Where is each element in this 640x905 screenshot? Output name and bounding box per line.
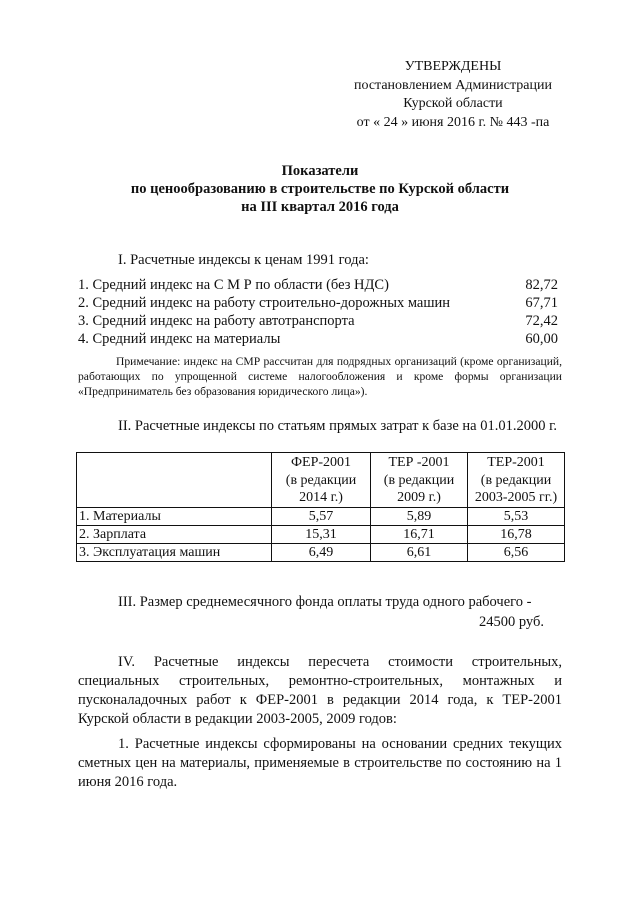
column-year: 2009 г.) [397,490,441,505]
section-3-amount: 24500 руб. [479,614,544,630]
column-year: 2014 г.) [299,490,343,505]
table-cell: 5,57 [272,508,371,526]
table-header-empty [77,453,272,508]
index-value: 72,42 [525,313,558,329]
table-cell: 16,71 [371,526,468,544]
table-cell: 15,31 [272,526,371,544]
index-value: 82,72 [525,277,558,293]
table-row [77,526,565,544]
approval-heading: УТВЕРЖДЕНЫ [404,59,502,74]
column-subtitle: (в редакции [480,472,552,488]
table-header-row [77,453,565,508]
index-value: 67,71 [525,295,558,311]
table-cell: 6,61 [371,544,468,562]
column-subtitle: (в редакции [383,472,455,488]
column-title: ТЕР-2001 [487,455,545,470]
section-4-item-1: 1. Расчетные индексы сформированы на основании средних текущих сметных цен на материалы, применяемые в строительстве по состоянию на 1 июня 2016 года. [78,736,562,790]
table-cell: 5,53 [468,508,565,526]
title-line-2: по ценообразованию в строительстве по Курской области [130,181,510,197]
approval-date-number: от « 24 » июня 2016 г. № 443 -па [356,114,550,130]
table-header-cell [468,453,565,508]
table-cell: 5,89 [371,508,468,526]
row-label: 3. Эксплуатация машин [77,544,272,562]
section-1-note: Примечание: индекс на СМР рассчитан для подрядных организаций (кроме организаций, работающих по упрощенной системе налогообложения и кроме формы организации «Предприниматель без образования юридического лица»). [78,355,562,398]
index-label: 1. Средний индекс на С М Р по области (без НДС) [78,277,389,293]
column-title: ТЕР -2001 [388,455,450,470]
column-title: ФЕР-2001 [290,455,352,470]
cost-index-table [76,452,565,562]
table-header-cell [371,453,468,508]
table-cell: 6,49 [272,544,371,562]
row-label: 1. Материалы [77,508,272,526]
column-subtitle: (в редакции [285,472,357,488]
column-year: 2003-2005 гг.) [474,490,558,505]
index-value: 60,00 [525,331,558,347]
document-title [60,162,580,216]
title-line-3: на III квартал 2016 года [241,199,399,215]
table-header-cell [272,453,371,508]
approval-issuer: постановлением Администрации [354,77,552,93]
index-label: 4. Средний индекс на материалы [78,331,281,347]
title-line-1: Показатели [281,163,359,179]
approval-region: Курской области [403,96,503,111]
section-3-text: III. Размер среднемесячного фонда оплаты труда одного рабочего - [118,594,532,610]
index-label: 3. Средний индекс на работу автотранспорта [78,313,355,329]
index-label: 2. Средний индекс на работу строительно-дорожных машин [78,295,451,311]
table-row [77,508,565,526]
approval-stamp [338,58,568,132]
table-cell: 16,78 [468,526,565,544]
row-label: 2. Зарплата [77,526,272,544]
table-cell: 6,56 [468,544,565,562]
table-row [77,544,565,562]
section-1-heading: I. Расчетные индексы к ценам 1991 года: [118,252,369,268]
section-2-heading: II. Расчетные индексы по статьям прямых затрат к базе на 01.01.2000 г. [118,418,558,434]
section-4-paragraph: IV. Расчетные индексы пересчета стоимости строительных, специальных строительных, ремонтно-строительных, монтажных и пусконаладочных работ к ФЕР-2001 в редакции 2014 года, к ТЕР-2001 Курской области в редакции 2003-2005, 2009 годов: [78,654,562,727]
